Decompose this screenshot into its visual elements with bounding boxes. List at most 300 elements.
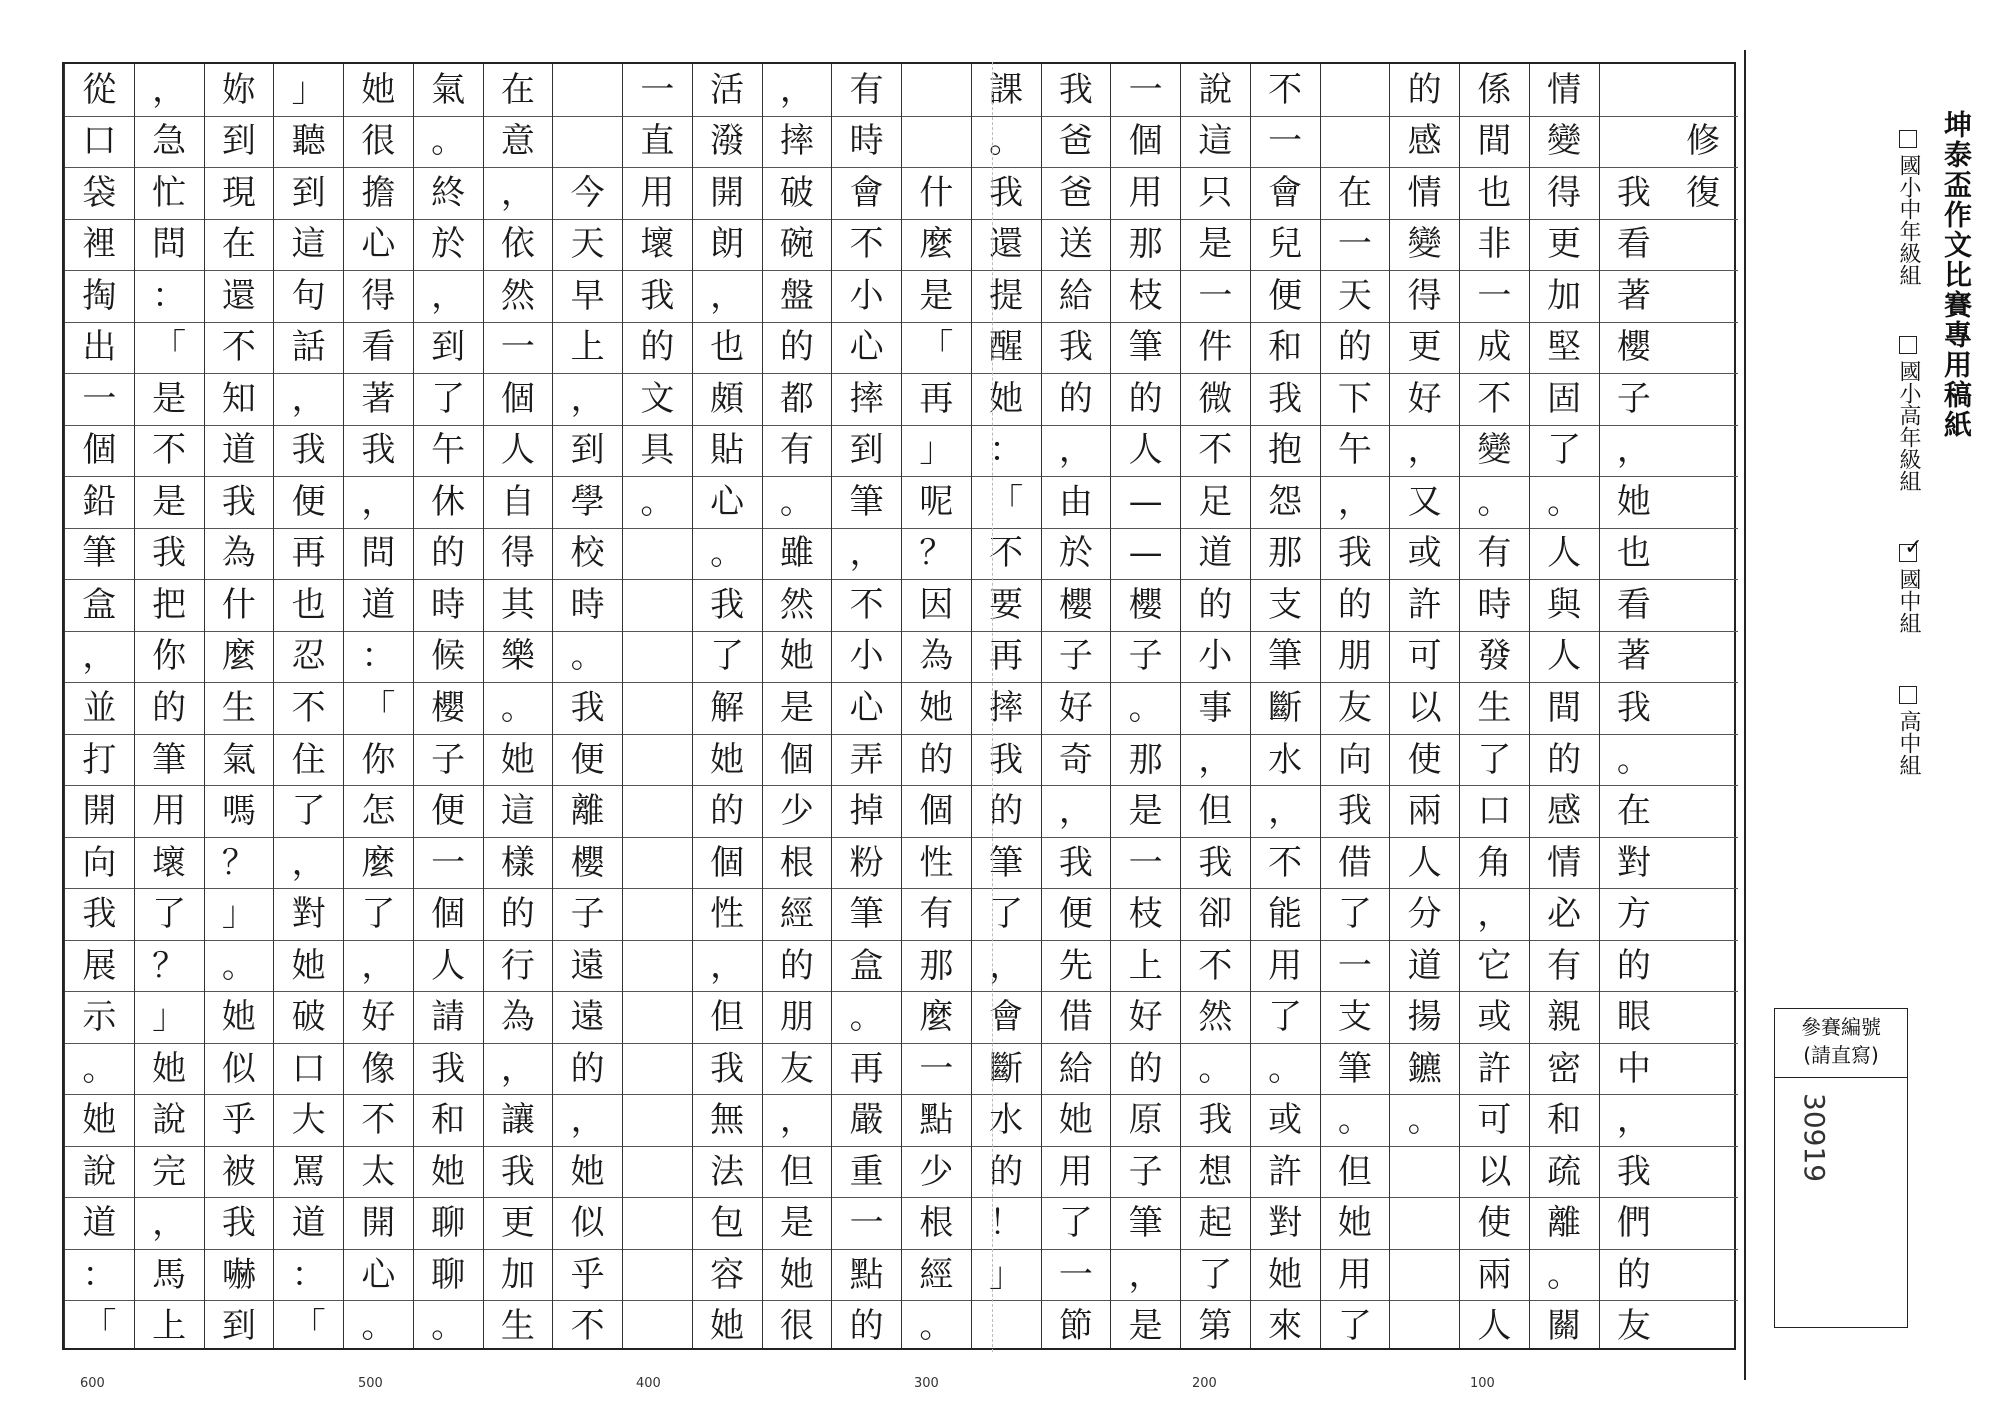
- grid-char: 問: [152, 224, 187, 265]
- grid-char: 乎: [570, 1254, 605, 1295]
- entry-number-box: [1774, 1008, 1908, 1328]
- grid-char: 那: [1268, 533, 1303, 574]
- grid-char: 終: [431, 172, 466, 213]
- grid-char: 她: [989, 378, 1024, 419]
- grid-char: 破: [779, 172, 814, 213]
- grid-char: 情: [1547, 842, 1582, 883]
- option-elementary-middle[interactable]: [1884, 130, 1924, 286]
- grid-char: 是: [152, 378, 187, 419]
- grid-char: 裡: [82, 224, 117, 265]
- grid-char: ，: [570, 378, 605, 419]
- grid-char: 是: [919, 275, 954, 316]
- grid-char: 枝: [1128, 275, 1163, 316]
- grid-char: 能: [1268, 894, 1303, 935]
- grid-char: 打: [82, 739, 117, 780]
- grid-char: 說: [1198, 69, 1233, 110]
- grid-char: 她: [291, 945, 326, 986]
- grid-char: 妳: [221, 69, 256, 110]
- grid-char: 。: [1268, 1048, 1303, 1089]
- grid-char: [623, 794, 692, 828]
- grid-char: ，: [152, 69, 187, 110]
- grid-char: ，: [1198, 739, 1233, 780]
- grid-char: 和: [431, 1100, 466, 1141]
- grid-char: 現: [221, 172, 256, 213]
- scale-number: 100: [1470, 1376, 1495, 1391]
- grid-column: [1250, 64, 1320, 1348]
- grid-char: 我: [1058, 842, 1093, 883]
- grid-char: 人: [1547, 636, 1582, 677]
- grid-char: 呢: [919, 481, 954, 522]
- grid-char: 上: [570, 327, 605, 368]
- grid-char: 變: [1547, 121, 1582, 162]
- manuscript-grid: [62, 62, 1736, 1350]
- grid-char: 為: [500, 997, 535, 1038]
- grid-char: 她: [221, 997, 256, 1038]
- grid-char: 道: [82, 1203, 117, 1244]
- grid-char: 。: [431, 1306, 466, 1347]
- grid-char: 但: [1337, 1151, 1372, 1192]
- grid-char: 不: [152, 430, 187, 471]
- grid-char: 是: [152, 481, 187, 522]
- grid-char: 兩: [1477, 1254, 1512, 1295]
- grid-char: ，: [849, 533, 884, 574]
- grid-char: ，: [779, 1100, 814, 1141]
- grid-char: 便: [1268, 275, 1303, 316]
- grid-char: 午: [1337, 430, 1372, 471]
- grid-char: 子: [1128, 1151, 1163, 1192]
- grid-char: 壞: [640, 224, 675, 265]
- grid-char: 粉: [849, 842, 884, 883]
- grid-char: ，: [1058, 791, 1093, 832]
- grid-char: 把: [152, 584, 187, 625]
- grid-char: [623, 588, 692, 622]
- grid-char: [902, 73, 971, 107]
- grid-char: 無: [710, 1100, 745, 1141]
- checkbox-icon[interactable]: [1899, 130, 1917, 148]
- grid-char: 件: [1198, 327, 1233, 368]
- grid-char: 更: [1407, 327, 1442, 368]
- grid-char: 們: [1616, 1203, 1651, 1244]
- grid-char: 我: [1616, 172, 1651, 213]
- grid-char: 出: [82, 327, 117, 368]
- grid-char: 她: [1616, 481, 1651, 522]
- grid-char: 盤: [779, 275, 814, 316]
- grid-char: 個: [779, 739, 814, 780]
- checkbox-checked-icon[interactable]: ✓: [1901, 535, 1926, 560]
- grid-char: [1600, 73, 1669, 107]
- grid-char: 筆: [1128, 327, 1163, 368]
- grid-char: 是: [779, 1203, 814, 1244]
- grid-char: 馬: [152, 1254, 187, 1295]
- grid-char: ？: [221, 842, 256, 883]
- grid-char: 感: [1547, 791, 1582, 832]
- grid-char: 我: [221, 481, 256, 522]
- grid-char: 復: [1686, 172, 1721, 213]
- grid-char: 子: [431, 739, 466, 780]
- grid-char: 開: [82, 791, 117, 832]
- grid-char: ，: [710, 275, 745, 316]
- grid-char: 是: [779, 688, 814, 728]
- grid-char: 道: [1198, 533, 1233, 574]
- grid-char: 卻: [1198, 894, 1233, 935]
- grid-char: 的: [1058, 378, 1093, 419]
- grid-char: 的: [779, 945, 814, 986]
- grid-char: 有: [919, 894, 954, 935]
- grid-char: 我: [1058, 69, 1093, 110]
- grid-char: ，: [710, 945, 745, 986]
- grid-char: 的: [1128, 378, 1163, 419]
- grid-char: 得: [1407, 275, 1442, 316]
- grid-char: 很: [361, 121, 396, 162]
- option-senior-high[interactable]: [1884, 686, 1924, 776]
- grid-char: 完: [152, 1151, 187, 1192]
- grid-char: [623, 949, 692, 983]
- grid-char: 話: [291, 327, 326, 368]
- grid-char: 成: [1477, 327, 1512, 368]
- grid-char: 或: [1477, 997, 1512, 1038]
- grid-char: 樣: [500, 842, 535, 883]
- grid-char: 了: [989, 894, 1024, 935]
- grid-char: 著: [361, 378, 396, 419]
- grid-char: 」: [989, 1254, 1024, 1295]
- grid-char: 加: [1547, 275, 1582, 316]
- grid-char: 兒: [1268, 224, 1303, 265]
- grid-char: ，: [1616, 1100, 1651, 1141]
- option-junior-high[interactable]: [1884, 535, 1926, 634]
- grid-char: 麼: [221, 636, 256, 677]
- grid-char: 摔: [989, 688, 1024, 728]
- grid-char: 生: [221, 688, 256, 728]
- grid-char: 不: [291, 688, 326, 728]
- grid-char: 堅: [1547, 327, 1582, 368]
- grid-char: 。: [1547, 481, 1582, 522]
- checkbox-icon[interactable]: [1899, 336, 1917, 354]
- grid-char: 許: [1407, 584, 1442, 625]
- grid-char: 。: [1337, 1100, 1372, 1141]
- grid-column: [1110, 64, 1180, 1348]
- grid-char: 怨: [1268, 481, 1303, 522]
- grid-char: 抱: [1268, 430, 1303, 471]
- grid-char: 我: [1198, 1100, 1233, 1141]
- grid-char: 也: [1616, 533, 1651, 574]
- grid-char: 的: [1337, 327, 1372, 368]
- grid-char: 斷: [1268, 688, 1303, 728]
- grid-char: 便: [1058, 894, 1093, 935]
- grid-char: 的: [989, 791, 1024, 832]
- grid-char: 人: [1128, 430, 1163, 471]
- grid-char: 間: [1477, 121, 1512, 162]
- grid-char: 然: [500, 275, 535, 316]
- grid-char: 和: [1547, 1100, 1582, 1141]
- grid-char: 更: [1547, 224, 1582, 265]
- grid-char: 什: [221, 584, 256, 625]
- grid-char: 筆: [849, 894, 884, 935]
- grid-char: 加: [500, 1254, 535, 1295]
- grid-char: 。: [1128, 688, 1163, 728]
- form-panel: [1744, 50, 1994, 1390]
- grid-char: 嗎: [221, 791, 256, 832]
- grid-char: 先: [1058, 945, 1093, 986]
- grid-char: 麼: [919, 224, 954, 265]
- grid-char: 便: [431, 791, 466, 832]
- grid-char: 一: [1058, 1254, 1093, 1295]
- grid-column: [901, 64, 971, 1348]
- grid-char: 方: [1616, 894, 1651, 935]
- grid-char: 都: [779, 378, 814, 419]
- grid-char: 會: [1268, 172, 1303, 213]
- grid-char: ：: [989, 430, 1024, 471]
- grid-char: 朗: [710, 224, 745, 265]
- grid-char: 說: [152, 1100, 187, 1141]
- grid-column: [971, 64, 1041, 1348]
- grid-char: 下: [1337, 378, 1372, 419]
- grid-char: 包: [710, 1203, 745, 1244]
- grid-char: 點: [849, 1254, 884, 1295]
- grid-char: 你: [361, 739, 396, 780]
- grid-char: 支: [1337, 997, 1372, 1038]
- grid-char: 容: [710, 1254, 745, 1295]
- grid-char: 我: [500, 1151, 535, 1192]
- grid-char: 上: [1128, 945, 1163, 986]
- grid-char: 的: [710, 791, 745, 832]
- grid-char: 生: [500, 1306, 535, 1347]
- grid-char: 微: [1198, 378, 1233, 419]
- grid-char: 向: [82, 842, 117, 883]
- grid-char: 我: [1198, 842, 1233, 883]
- grid-char: 點: [919, 1100, 954, 1141]
- grid-char: 我: [1337, 791, 1372, 832]
- grid-char: ，: [291, 842, 326, 883]
- grid-char: 的: [152, 688, 187, 728]
- grid-char: 道: [361, 584, 396, 625]
- grid-char: 第: [1198, 1306, 1233, 1347]
- grid-char: 我: [1616, 1151, 1651, 1192]
- grid-char: 讓: [500, 1100, 535, 1141]
- grid-column: [483, 64, 553, 1348]
- grid-column: [273, 64, 343, 1348]
- grid-char: ，: [500, 1048, 535, 1089]
- grid-char: 係: [1477, 69, 1512, 110]
- grid-char: 那: [1128, 739, 1163, 780]
- grid-char: 嚴: [849, 1100, 884, 1141]
- grid-char: 節: [1058, 1306, 1093, 1347]
- grid-char: 密: [1547, 1048, 1582, 1089]
- grid-char: 我: [570, 688, 605, 728]
- grid-char: 上: [152, 1306, 187, 1347]
- grid-char: 親: [1547, 997, 1582, 1038]
- grid-char: 到: [291, 172, 326, 213]
- grid-char: 解: [710, 688, 745, 728]
- grid-char: 不: [1268, 842, 1303, 883]
- grid-char: 鉛: [82, 481, 117, 522]
- grid-char: 好: [1407, 378, 1442, 419]
- grid-char: 得: [1547, 172, 1582, 213]
- grid-char: 支: [1268, 584, 1303, 625]
- grid-char: 在: [1616, 791, 1651, 832]
- grid-char: 」: [919, 430, 954, 471]
- grid-char: 到: [431, 327, 466, 368]
- grid-char: 子: [570, 894, 605, 935]
- grid-char: 「: [361, 688, 396, 728]
- grid-char: 經: [779, 894, 814, 935]
- grid-char: 我: [640, 275, 675, 316]
- entry-number-value: 30919: [1798, 1093, 1831, 1183]
- grid-char: [1600, 124, 1669, 158]
- grid-char: 意: [500, 121, 535, 162]
- grid-char: 不: [849, 224, 884, 265]
- grid-column: [204, 64, 274, 1348]
- grid-char: 我: [710, 1048, 745, 1089]
- grid-char: 口: [291, 1048, 326, 1089]
- grid-char: 她: [1337, 1203, 1372, 1244]
- grid-char: ，: [1337, 481, 1372, 522]
- grid-char: 她: [1058, 1100, 1093, 1141]
- grid-char: 問: [361, 533, 396, 574]
- grid-char: 了: [1268, 997, 1303, 1038]
- option-elementary-upper[interactable]: [1884, 336, 1924, 492]
- grid-char: 用: [152, 791, 187, 832]
- grid-char: 擔: [361, 172, 396, 213]
- grid-char: ，: [361, 945, 396, 986]
- grid-char: 的: [1128, 1048, 1163, 1089]
- grid-char: 。: [221, 945, 256, 986]
- grid-char: —: [1128, 481, 1163, 522]
- panel-divider: [1744, 50, 1746, 1380]
- grid-char: 我: [221, 1203, 256, 1244]
- grid-char: 用: [1128, 172, 1163, 213]
- grid-char: 摔: [849, 378, 884, 419]
- grid-char: 。: [500, 688, 535, 728]
- grid-char: [623, 897, 692, 931]
- grid-column: [552, 64, 622, 1348]
- grid-char: 的: [1198, 584, 1233, 625]
- grid-char: 了: [1058, 1203, 1093, 1244]
- grid-char: 。: [570, 636, 605, 677]
- grid-char: 依: [500, 224, 535, 265]
- grid-char: 忍: [291, 636, 326, 677]
- grid-char: [902, 124, 971, 158]
- grid-char: 什: [919, 172, 954, 213]
- grid-char: 然: [779, 584, 814, 625]
- grid-char: 道: [221, 430, 256, 471]
- grid-char: 摔: [779, 121, 814, 162]
- grid-char: 一: [1477, 275, 1512, 316]
- grid-char: 於: [1058, 533, 1093, 574]
- grid-char: 的: [640, 327, 675, 368]
- grid-char: 了: [152, 894, 187, 935]
- grid-char: 小: [849, 636, 884, 677]
- grid-char: 筆: [989, 842, 1024, 883]
- grid-char: 更: [500, 1203, 535, 1244]
- grid-char: 的: [431, 533, 466, 574]
- grid-char: 再: [849, 1048, 884, 1089]
- grid-char: 離: [570, 791, 605, 832]
- grid-char: 然: [1198, 997, 1233, 1038]
- grid-char: 個: [919, 791, 954, 832]
- grid-char: 爸: [1058, 172, 1093, 213]
- grid-char: 個: [710, 842, 745, 883]
- grid-char: 好: [361, 997, 396, 1038]
- checkbox-icon[interactable]: [1899, 686, 1917, 704]
- grid-char: [553, 73, 622, 107]
- grid-char: 似: [570, 1203, 605, 1244]
- grid-char: ：: [82, 1254, 117, 1295]
- grid-char: 眼: [1616, 997, 1651, 1038]
- grid-char: 天: [570, 224, 605, 265]
- grid-char: 的: [989, 1151, 1024, 1192]
- grid-char: 乎: [221, 1100, 256, 1141]
- grid-char: 的: [1547, 739, 1582, 780]
- grid-char: 我: [1058, 327, 1093, 368]
- grid-char: 疏: [1547, 1151, 1582, 1192]
- grid-char: 貼: [710, 430, 745, 471]
- grid-char: 醒: [989, 327, 1024, 368]
- grid-char: 遠: [570, 997, 605, 1038]
- grid-char: ，: [1058, 430, 1093, 471]
- grid-char: 很: [779, 1306, 814, 1347]
- grid-char: 到: [849, 430, 884, 471]
- grid-char: 再: [291, 533, 326, 574]
- grid-char: [623, 691, 692, 725]
- grid-char: 潑: [710, 121, 745, 162]
- grid-column: [413, 64, 483, 1348]
- grid-char: [623, 639, 692, 673]
- grid-char: 和: [1268, 327, 1303, 368]
- grid-column: [1180, 64, 1250, 1348]
- grid-char: 學: [570, 481, 605, 522]
- grid-char: 重: [849, 1151, 884, 1192]
- grid-char: 會: [989, 997, 1024, 1038]
- grid-char: 你: [152, 636, 187, 677]
- grid-char: 我: [431, 1048, 466, 1089]
- grid-char: 具: [640, 430, 675, 471]
- grid-char: 人: [1407, 842, 1442, 883]
- grid-char: 斷: [989, 1048, 1024, 1089]
- grid-char: ，: [1616, 430, 1651, 471]
- grid-char: 。: [1616, 739, 1651, 780]
- grid-char: 櫻: [1616, 327, 1651, 368]
- grid-char: 對: [1616, 842, 1651, 883]
- grid-char: 展: [82, 945, 117, 986]
- grid-char: 來: [1268, 1306, 1303, 1347]
- grid-char: 時: [849, 121, 884, 162]
- grid-char: 雖: [779, 533, 814, 574]
- grid-char: 有: [1547, 945, 1582, 986]
- grid-char: 水: [1268, 739, 1303, 780]
- grid-char: 的: [1616, 945, 1651, 986]
- grid-char: 。: [849, 997, 884, 1038]
- grid-char: ，: [431, 275, 466, 316]
- grid-char: 櫻: [570, 842, 605, 883]
- grid-char: 兩: [1407, 791, 1442, 832]
- grid-char: 她: [779, 1254, 814, 1295]
- grid-char: 的: [919, 739, 954, 780]
- option-label: 國小高年級組: [1896, 360, 1921, 492]
- grid-char: ，: [989, 945, 1024, 986]
- grid-char: 她: [361, 69, 396, 110]
- scale-number: 200: [1192, 1376, 1217, 1391]
- grid-char: 人: [1477, 1306, 1512, 1347]
- grid-char: 用: [1337, 1254, 1372, 1295]
- grid-char: 我: [710, 584, 745, 625]
- grid-char: 但: [710, 997, 745, 1038]
- grid-char: 我: [361, 430, 396, 471]
- grid-char: 因: [919, 584, 954, 625]
- grid-char: 頗: [710, 378, 745, 419]
- grid-char: 我: [989, 739, 1024, 780]
- grid-char: 了: [1198, 1254, 1233, 1295]
- grid-char: 許: [1477, 1048, 1512, 1089]
